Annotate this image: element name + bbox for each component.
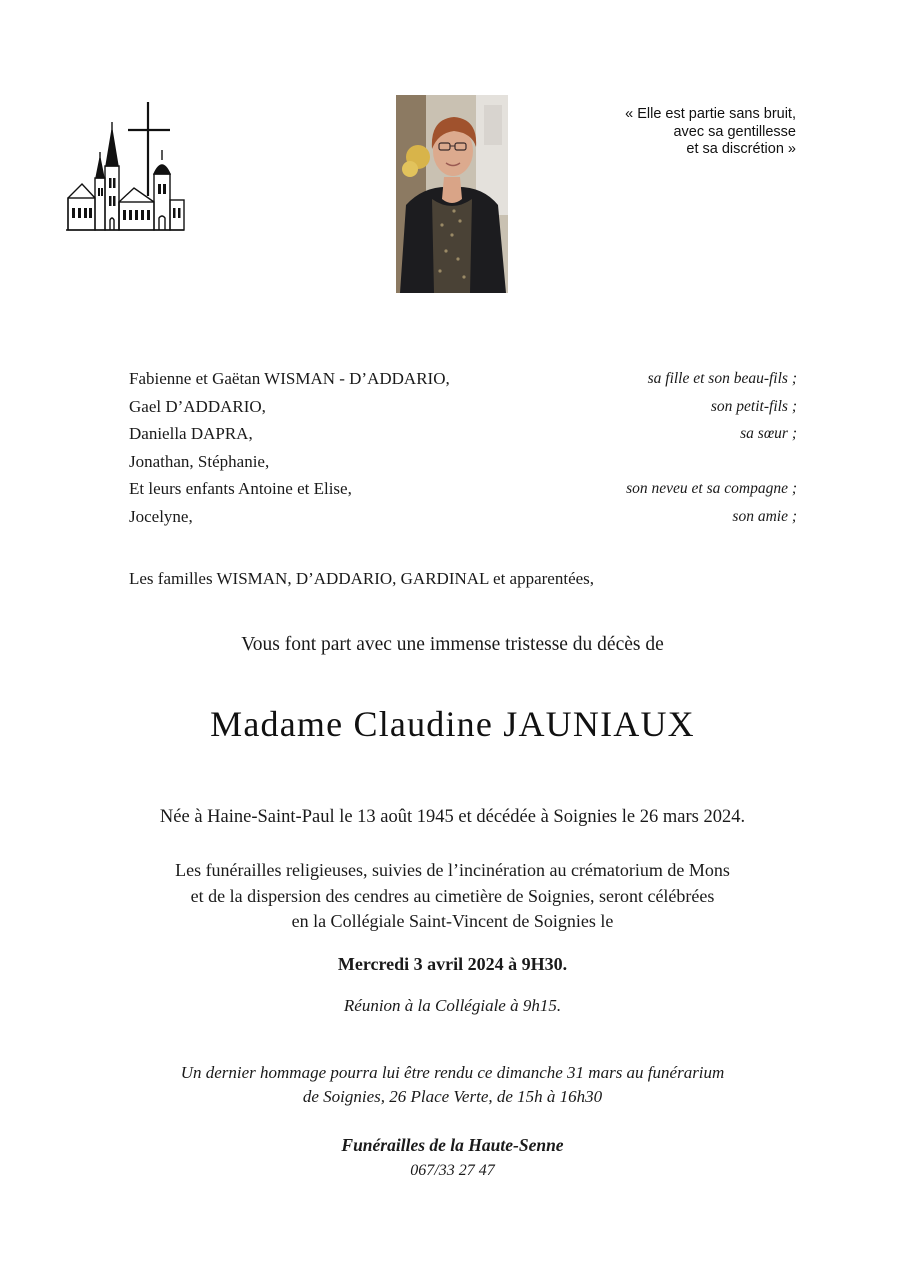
homage-line: Un dernier hommage pourra lui être rendu ce dimanche 31 mars au funérarium bbox=[180, 1063, 725, 1082]
family-relation: sa fille et son beau-fils ; bbox=[647, 370, 797, 387]
funeral-line: et de la dispersion des cendres au cimetière de Soignies, seront célébrées bbox=[190, 885, 715, 906]
family-row bbox=[129, 365, 797, 393]
funeral-home-phone: 067/33 27 47 bbox=[410, 1162, 495, 1179]
family-relation: sa sœur ; bbox=[740, 425, 797, 442]
family-row bbox=[129, 475, 797, 503]
family-member-name: Jonathan, Stéphanie, bbox=[129, 451, 270, 471]
family-member-name: Daniella DAPRA, bbox=[129, 424, 253, 443]
family-row bbox=[129, 420, 797, 448]
funeral-details bbox=[0, 858, 905, 935]
quote-line: avec sa gentillesse bbox=[673, 123, 796, 140]
epitaph-quote bbox=[560, 106, 796, 159]
family-row bbox=[129, 448, 797, 476]
family-list bbox=[129, 365, 797, 530]
homage-note bbox=[0, 1061, 905, 1109]
family-member-name: Gael D’ADDARIO, bbox=[129, 396, 266, 416]
funeral-line: en la Collégiale Saint-Vincent de Soignies le bbox=[291, 911, 614, 931]
deceased-name: Madame Claudine JAUNIAUX bbox=[210, 704, 695, 744]
church-cross-illustration bbox=[62, 100, 188, 234]
family-relation: son neveu et sa compagne ; bbox=[626, 480, 797, 497]
family-relation: son petit-fils ; bbox=[710, 397, 797, 415]
portrait-photo bbox=[396, 95, 508, 293]
family-member-name: Fabienne et Gaëtan WISMAN - D’ADDARIO, bbox=[129, 369, 450, 388]
family-row bbox=[129, 503, 797, 531]
family-relation: son amie ; bbox=[732, 507, 797, 525]
family-member-name: Et leurs enfants Antoine et Elise, bbox=[129, 479, 352, 498]
quote-line: « Elle est partie sans bruit, bbox=[625, 106, 796, 122]
family-row bbox=[129, 393, 797, 421]
funeral-home-name: Funérailles de la Haute-Senne bbox=[341, 1135, 564, 1155]
family-member-name: Jocelyne, bbox=[129, 506, 193, 526]
birth-death-line: Née à Haine-Saint-Paul le 13 août 1945 et décédée à Soignies le 26 mars 2024. bbox=[159, 807, 746, 827]
families-line: Les familles WISMAN, D’ADDARIO, GARDINAL et apparentées, bbox=[129, 569, 595, 588]
ceremony-date: Mercredi 3 avril 2024 à 9H30. bbox=[337, 954, 568, 974]
announcement: Vous font part avec une immense tristesse du décès de bbox=[241, 634, 664, 655]
homage-line: de Soignies, 26 Place Verte, de 15h à 16h30 bbox=[302, 1087, 603, 1106]
meeting-note: Réunion à la Collégiale à 9h15. bbox=[343, 996, 562, 1015]
funeral-line: Les funérailles religieuses, suivies de l’incinération au crématorium de Mons bbox=[175, 860, 730, 880]
quote-line: et sa discrétion » bbox=[686, 141, 796, 157]
